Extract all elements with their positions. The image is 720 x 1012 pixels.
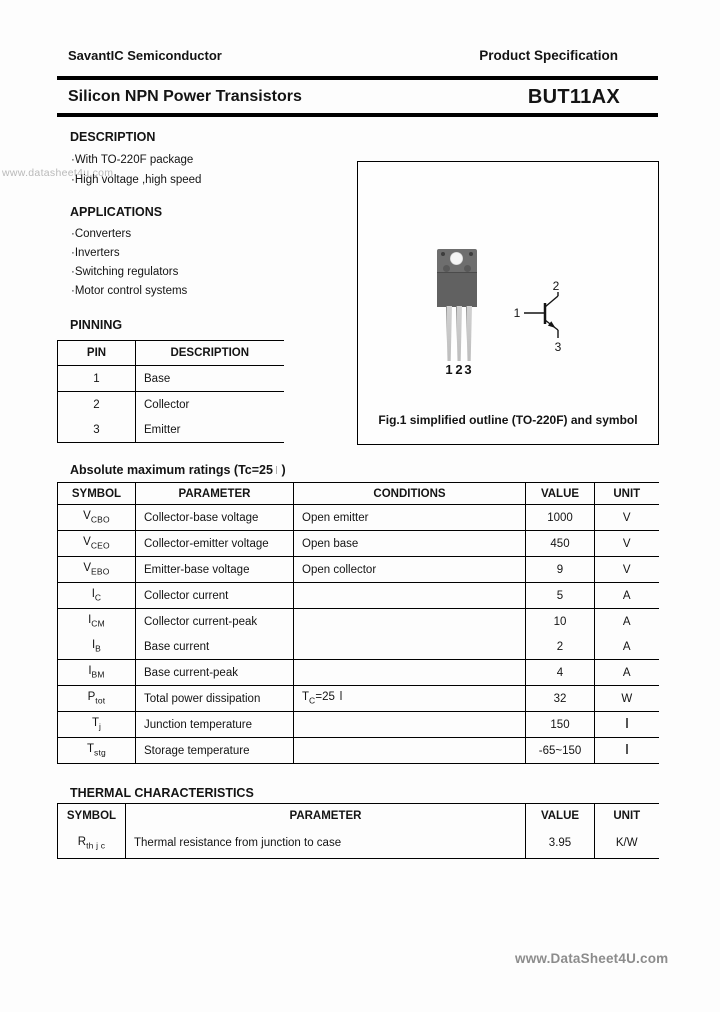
package-pin-label: 1 [445, 362, 453, 377]
ratings-row: $V_{CBO}$ Collector-base voltage Open emitter 1000 V [58, 505, 659, 531]
ratings-row: $P_{tot}$ Total power dissipation $T_C=25$ 32 W [58, 686, 659, 712]
thermal-heading: THERMAL CHARACTERISTICS [70, 786, 254, 800]
description-heading: DESCRIPTION [70, 130, 156, 144]
product-spec-label: Product Specification [479, 48, 618, 63]
ratings-section [57, 463, 658, 764]
to220f-package-tab [437, 249, 477, 272]
thermal-section [57, 786, 658, 859]
applications-item: ·Switching regulators [71, 266, 179, 278]
thermal-header-row: SYMBOL PARAMETER VALUE UNIT [58, 804, 659, 829]
broken-degc-glyph [626, 718, 628, 728]
divider-rule-top [57, 76, 658, 80]
ratings-row: $I_C$ Collector current 5 A [58, 583, 659, 609]
thermal-table [57, 803, 659, 859]
npn-transistor-symbol-icon [508, 267, 578, 362]
ratings-row: $I_{BM}$ Base current-peak 4 A [58, 660, 659, 686]
broken-degc-glyph [340, 691, 342, 700]
applications-list [57, 225, 347, 301]
package-leg [456, 306, 462, 361]
mounting-hole-icon [450, 252, 463, 265]
watermark-footer: www.DataSheet4U.com [515, 951, 669, 966]
symbol-pin-base-label: 1 [513, 306, 521, 320]
title-row [57, 85, 658, 109]
ratings-row: $V_{CEO}$ Collector-emitter voltage Open base 450 V [58, 531, 659, 557]
applications-item: ·Converters [71, 228, 132, 240]
thermal-row: $R_{th j c}$ Thermal resistance from junction to case 3.95 K/W [58, 828, 659, 859]
watermark-top: www.datasheet4u.com [2, 167, 114, 179]
pinning-row: 3 Emitter [58, 417, 284, 443]
left-column [57, 130, 347, 443]
package-pin-label: 3 [464, 362, 472, 377]
ratings-header-row: SYMBOL PARAMETER CONDITIONS VALUE UNIT [58, 483, 659, 505]
description-list [57, 150, 347, 190]
figure-caption: Fig.1 simplified outline (TO-220F) and symbol [378, 413, 638, 427]
package-notch-icon [464, 265, 471, 272]
ratings-row: $V_{EBO}$ Emitter-base voltage Open collector 9 V [58, 557, 659, 583]
package-dot-icon [441, 252, 445, 256]
pinning-table [57, 340, 284, 443]
pinning-row: 2 Collector [58, 392, 284, 418]
header [57, 48, 658, 63]
applications-item: ·Inverters [71, 247, 120, 259]
divider-rule-title [57, 113, 658, 117]
figure-1-box [357, 161, 659, 445]
description-item: ·With TO-220F package [71, 154, 194, 166]
pinning-heading: PINNING [70, 318, 123, 332]
symbol-pin-collector-label: 2 [552, 279, 560, 293]
applications-item: ·Motor control systems [71, 285, 188, 297]
ratings-row: $T_{stg}$ Storage temperature -65~150 [58, 738, 659, 764]
pinning-col-pin: PIN [58, 341, 136, 366]
package-pin-label: 2 [455, 362, 463, 377]
package-notch-icon [443, 265, 450, 272]
package-leg [466, 306, 472, 361]
part-number: BUT11AX [527, 85, 620, 108]
description-item: ·High voltage ,high speed [71, 174, 202, 186]
applications-heading: APPLICATIONS [70, 205, 163, 219]
ratings-table [57, 482, 659, 764]
page-title: Silicon NPN Power Transistors [68, 88, 302, 105]
broken-degc-glyph [626, 744, 628, 754]
pinning-col-desc: DESCRIPTION [136, 341, 284, 366]
symbol-pin-emitter-label: 3 [554, 340, 562, 354]
package-dot-icon [469, 252, 473, 256]
to220f-package-body [437, 272, 477, 307]
broken-degc-glyph [276, 466, 278, 474]
ratings-row: $I_B$ Base current 2 A [58, 634, 659, 660]
ratings-row: $I_{CM}$ Collector current-peak 10 A [58, 609, 659, 635]
company-name: SavantIC Semiconductor [68, 48, 222, 63]
ratings-row: $T_j$ Junction temperature 150 [58, 712, 659, 738]
pinning-header-row [58, 341, 284, 366]
pinning-row: 1 Base [58, 366, 284, 392]
ratings-heading: Absolute maximum ratings (Tc=25 ) [70, 463, 286, 477]
package-leg [446, 306, 452, 361]
